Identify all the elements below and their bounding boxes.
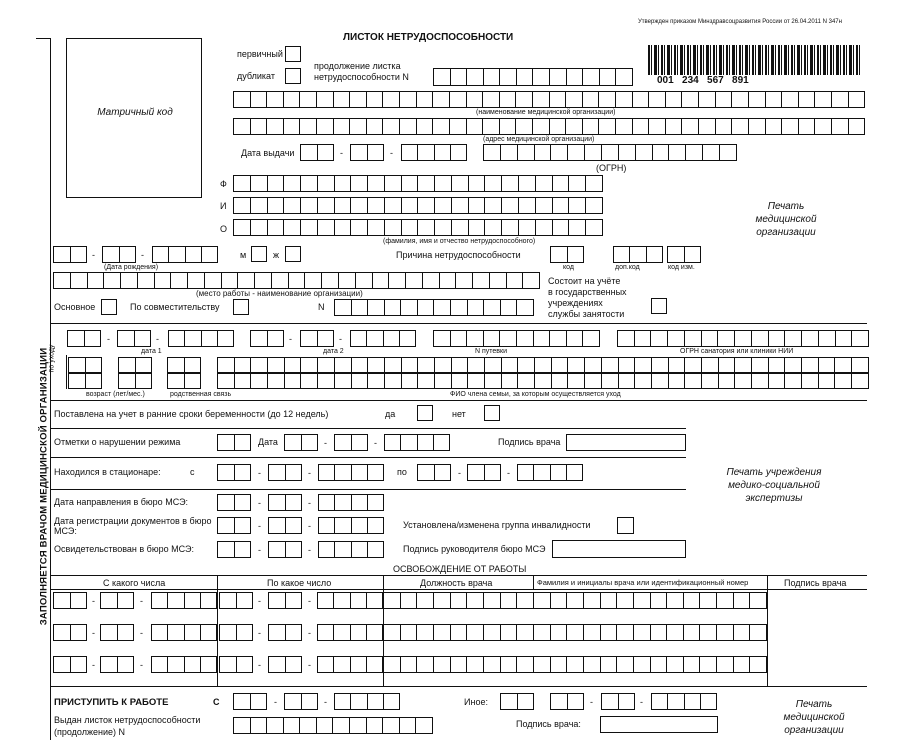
change-code-caption: код изм. [668, 264, 695, 271]
violation-signature-field[interactable] [566, 434, 686, 451]
main-job-label: Основное [54, 302, 96, 312]
release-row3-to-day[interactable] [219, 656, 253, 673]
birth-date-caption: (Дата рождения) [104, 264, 159, 271]
birth-day[interactable] [53, 246, 87, 263]
care2-relation[interactable] [167, 373, 201, 389]
barcode-number: 001 234 567 891 [657, 75, 749, 86]
mse-direction-label: Дата направления в бюро МСЭ: [54, 497, 189, 507]
hospital-to-label: по [397, 467, 407, 477]
mse-examined-label: Освидетельствован в бюро МСЭ: [54, 544, 194, 554]
release-row1-doctor-cells[interactable] [383, 592, 767, 609]
med-org-address-cells[interactable] [233, 118, 865, 135]
part-time-checkbox[interactable] [233, 299, 249, 315]
yes-label: да [385, 409, 396, 419]
release-col-from: С какого числа [103, 578, 166, 588]
release-row2-to-month[interactable] [268, 624, 302, 641]
hospital-to-year[interactable] [517, 464, 583, 481]
extra-code-caption: доп.код [615, 264, 640, 271]
care2-age[interactable] [68, 373, 102, 389]
release-row3-to-month[interactable] [268, 656, 302, 673]
continuation-label: продолжение листка нетрудоспособности N [314, 61, 409, 82]
cause-label: Причина нетрудоспособности [396, 250, 521, 260]
pregnancy-no-checkbox[interactable] [484, 405, 500, 421]
release-row3-from-month[interactable] [100, 656, 134, 673]
violation-year[interactable] [384, 434, 450, 451]
hospital-from-label: с [190, 467, 195, 477]
disability-group-label: Установлена/изменена группа инвалидности [403, 520, 591, 530]
release-row2-from-day[interactable] [53, 624, 87, 641]
other-day[interactable] [550, 693, 584, 710]
release-row3-to-year[interactable] [317, 656, 383, 673]
other-year[interactable] [651, 693, 717, 710]
mse-examined-day[interactable] [217, 541, 251, 558]
age-caption: возраст (лет/мес.) [86, 391, 145, 398]
violation-date-label: Дата [258, 437, 278, 447]
mse-registration-month[interactable] [268, 517, 302, 534]
issue-date-label: Дата выдачи [241, 148, 295, 158]
violation-signature-label: Подпись врача [498, 437, 561, 447]
female-checkbox[interactable] [285, 246, 301, 262]
care-side-label: по уходу [48, 344, 56, 373]
barcode [648, 45, 860, 75]
hospital-from-year[interactable] [318, 464, 384, 481]
change-code[interactable] [667, 246, 701, 263]
mse-direction-day[interactable] [217, 494, 251, 511]
return-month[interactable] [284, 693, 318, 710]
date1-month[interactable] [117, 330, 151, 347]
name-cells[interactable] [233, 197, 603, 214]
mse-head-signature-label: Подпись руководителя бюро МСЭ [403, 544, 546, 554]
release-col-doctor: Фамилия и инициалы врача или идентификационный номер [537, 578, 749, 587]
mse-examined-year[interactable] [318, 541, 384, 558]
employment-registered-label: Состоит на учёте в государственных учреждениях службы занятости [548, 276, 627, 319]
patronymic-cells[interactable] [233, 219, 603, 236]
med-org-name-cells[interactable] [233, 91, 865, 108]
continuation-number-cells[interactable] [433, 68, 633, 86]
voucher-caption: N путевки [475, 348, 508, 355]
no-label: нет [452, 409, 466, 419]
return-from-label: С [213, 697, 220, 707]
release-title: ОСВОБОЖДЕНИЕ ОТ РАБОТЫ [393, 564, 527, 574]
male-label: м [240, 250, 247, 260]
male-checkbox[interactable] [251, 246, 267, 262]
med-org-address-caption: (адрес медицинской организации) [483, 136, 595, 143]
main-job-checkbox[interactable] [101, 299, 117, 315]
violation-month[interactable] [334, 434, 368, 451]
date2-day[interactable] [250, 330, 284, 347]
ogrn-caption: (ОГРН) [596, 163, 627, 173]
sanatorium-ogrn-caption: ОГРН санатория или клиники НИИ [680, 348, 794, 355]
birth-year[interactable] [152, 246, 218, 263]
mse-direction-year[interactable] [318, 494, 384, 511]
seal-med-org: Печать медицинской организации [755, 201, 817, 238]
care1-relation[interactable] [167, 357, 201, 373]
release-row2-from-month[interactable] [100, 624, 134, 641]
i-label: И [220, 201, 227, 211]
ogrn-cells[interactable] [483, 144, 737, 161]
seal-mse: Печать учреждения медико-социальной экспертизы [726, 467, 822, 504]
hospital-to-month[interactable] [467, 464, 501, 481]
issued-continuation-label: Выдан листок нетрудоспособности (продолжение) N [54, 715, 201, 737]
issue-date-day[interactable] [300, 144, 334, 161]
release-row1-to-year[interactable] [317, 592, 383, 609]
return-year[interactable] [334, 693, 400, 710]
primary-checkbox[interactable] [285, 46, 301, 62]
duplicate-checkbox[interactable] [285, 68, 301, 84]
sanatorium-ogrn-cells[interactable] [617, 330, 869, 347]
fio-caption: (фамилия, имя и отчество нетрудоспособного) [383, 238, 536, 245]
vertical-label: ЗАПОЛНЯЕТСЯ ВРАЧОМ МЕДИЦИНСКОЙ ОРГАНИЗАЦИИ [38, 347, 50, 626]
part-time-label: По совместительству [130, 302, 220, 312]
care1-months[interactable] [118, 357, 152, 373]
care1-fio-cells[interactable] [217, 357, 869, 373]
release-row1-to-day[interactable] [219, 592, 253, 609]
release-col-signature: Подпись врача [784, 578, 847, 588]
release-row2-doctor-cells[interactable] [383, 624, 767, 641]
release-col-to: По какое число [267, 578, 332, 588]
footer-signature-label: Подпись врача: [516, 719, 581, 729]
release-row3-doctor-cells[interactable] [383, 656, 767, 673]
employment-checkbox[interactable] [651, 298, 667, 314]
date2-caption: дата 2 [323, 348, 344, 355]
continuation-issued-cells[interactable] [233, 717, 433, 734]
approval-note: Утвержден приказом Минздравсоцразвития России от 26.04.2011 N 347н [638, 19, 842, 25]
extra-code[interactable] [613, 246, 663, 263]
date2-month[interactable] [300, 330, 334, 347]
release-row1-from-month[interactable] [100, 592, 134, 609]
code-caption: код [563, 264, 574, 271]
pregnancy-label: Поставлена на учет в ранние сроки беременности (до 12 недель) [54, 409, 329, 419]
other-label: Иное: [464, 697, 488, 707]
f-label: Ф [220, 179, 227, 189]
care2-fio-cells[interactable] [217, 373, 869, 389]
violation-code[interactable] [217, 434, 251, 451]
care1-age[interactable] [68, 357, 102, 373]
violation-day[interactable] [284, 434, 318, 451]
birth-month[interactable] [102, 246, 136, 263]
mse-registration-label: Дата регистрации документов в бюро МСЭ: [54, 516, 212, 536]
mse-direction-month[interactable] [268, 494, 302, 511]
workplace-cells[interactable] [53, 272, 540, 289]
o-label: О [220, 224, 228, 234]
disability-group-cell[interactable] [617, 517, 634, 534]
release-row3-from-year[interactable] [151, 656, 217, 673]
mse-registration-day[interactable] [217, 517, 251, 534]
hospital-from-month[interactable] [268, 464, 302, 481]
violation-label: Отметки о нарушении режима [54, 437, 181, 447]
hospital-from-day[interactable] [217, 464, 251, 481]
issue-date-year[interactable] [401, 144, 467, 161]
primary-label: первичный [237, 49, 283, 59]
med-org-name-caption: (наименование медицинской организации) [476, 109, 616, 116]
date1-caption: дата 1 [141, 348, 162, 355]
footer-seal: Печать медицинской организации [783, 699, 845, 736]
date1-day[interactable] [67, 330, 101, 347]
surname-cells[interactable] [233, 175, 603, 192]
mse-head-signature-field[interactable] [552, 540, 686, 558]
n-label: N [318, 302, 325, 312]
release-row1-from-day[interactable] [53, 592, 87, 609]
workplace-caption: (место работы - наименование организации) [196, 289, 363, 298]
voucher-cells[interactable] [433, 330, 600, 347]
hospital-label: Находился в стационаре: [54, 467, 161, 477]
release-row2-to-year[interactable] [317, 624, 383, 641]
release-row2-from-year[interactable] [151, 624, 217, 641]
hospital-to-day[interactable] [417, 464, 451, 481]
part-time-number-cells[interactable] [334, 299, 534, 316]
matrix-code-label: Матричный код [97, 107, 173, 118]
return-to-work-label: ПРИСТУПИТЬ К РАБОТЕ [54, 697, 169, 708]
mse-registration-year[interactable] [318, 517, 384, 534]
release-row2-to-day[interactable] [219, 624, 253, 641]
pregnancy-yes-checkbox[interactable] [417, 405, 433, 421]
female-label: ж [273, 250, 280, 260]
issue-date-month[interactable] [350, 144, 384, 161]
date1-year[interactable] [168, 330, 234, 347]
duplicate-label: дубликат [237, 71, 275, 81]
relation-caption: родственная связь [170, 391, 232, 398]
form-title: ЛИСТОК НЕТРУДОСПОСОБНОСТИ [343, 32, 514, 43]
care-fio-caption: ФИО члена семьи, за которым осуществляется уход [450, 391, 621, 398]
other-month[interactable] [601, 693, 635, 710]
mse-examined-month[interactable] [268, 541, 302, 558]
release-row1-to-month[interactable] [268, 592, 302, 609]
footer-signature-field[interactable] [600, 716, 718, 733]
release-row1-from-year[interactable] [151, 592, 217, 609]
cause-code[interactable] [550, 246, 584, 263]
other-code[interactable] [500, 693, 534, 710]
release-row3-from-day[interactable] [53, 656, 87, 673]
date2-year[interactable] [350, 330, 416, 347]
release-col-position: Должность врача [420, 578, 493, 588]
care2-months[interactable] [118, 373, 152, 389]
return-day[interactable] [233, 693, 267, 710]
